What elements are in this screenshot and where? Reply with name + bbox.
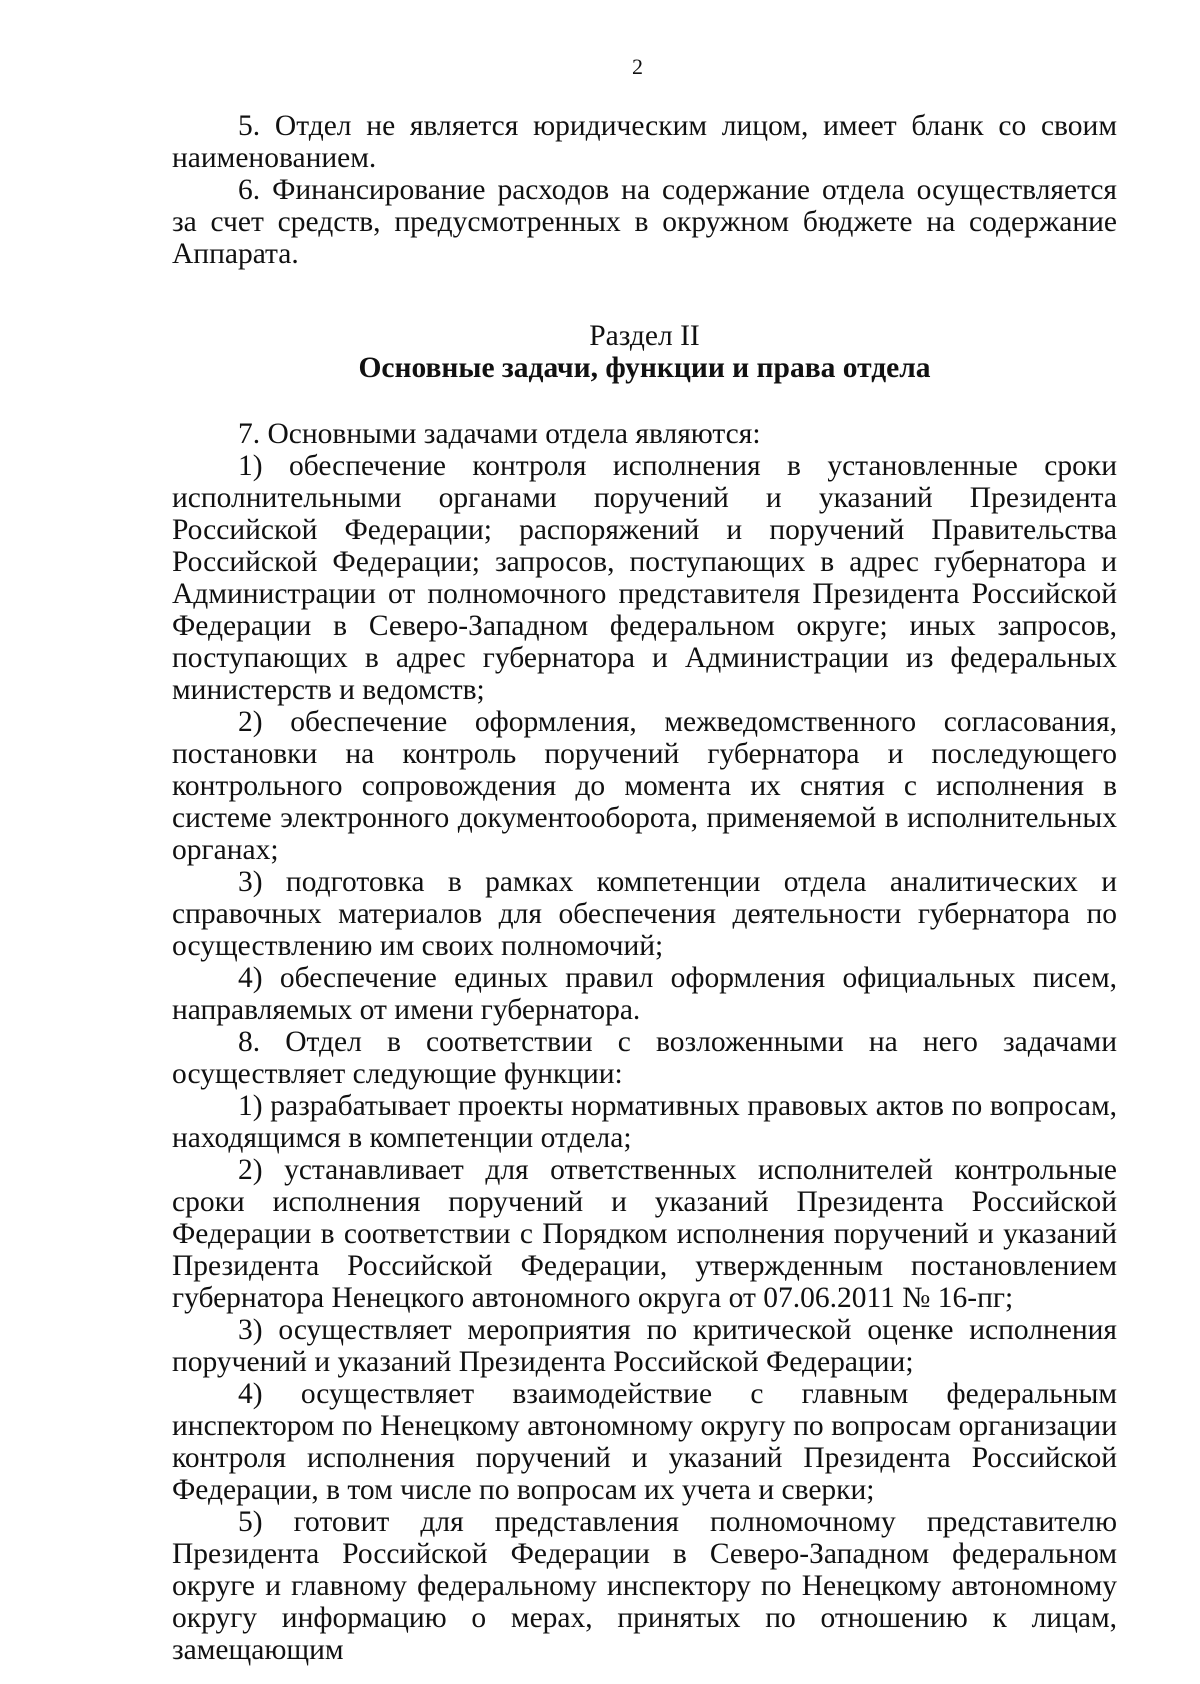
function-item-1: 1) разрабатывает проекты нормативных правовых актов по вопросам, находящимся в компетенции отдела; bbox=[172, 1090, 1117, 1154]
paragraph-6: 6. Финансирование расходов на содержание отдела осуществляется за счет средств, предусмотренных в окружном бюджете на содержание Аппарата. bbox=[172, 174, 1117, 270]
document-body bbox=[172, 110, 1117, 1666]
task-item-3: 3) подготовка в рамках компетенции отдела аналитических и справочных материалов для обеспечения деятельности губернатора по осуществлению им своих полномочий; bbox=[172, 866, 1117, 962]
task-item-4: 4) обеспечение единых правил оформления официальных писем, направляемых от имени губернатора. bbox=[172, 962, 1117, 1026]
page-number: 2 bbox=[632, 54, 643, 79]
paragraph-8: 8. Отдел в соответствии с возложенными на него задачами осуществляет следующие функции: bbox=[172, 1026, 1117, 1090]
paragraph-7: 7. Основными задачами отдела являются: bbox=[238, 418, 761, 450]
task-item-2: 2) обеспечение оформления, межведомственного согласования, постановки на контроль поручений губернатора и последующего контрольного сопровождения до момента их снятия с исполнения в системе электронного документооборота, применяемой в исполнительных органах; bbox=[172, 706, 1117, 866]
section-number: Раздел II bbox=[589, 320, 700, 352]
paragraph-5: 5. Отдел не является юридическим лицом, имеет бланк со своим наименованием. bbox=[172, 110, 1117, 174]
function-item-4: 4) осуществляет взаимодействие с главным федеральным инспектором по Ненецкому автономному округу по вопросам организации контроля исполнения поручений и указаний Президента Российской Федерации, в том числе по вопросам их учета и сверки; bbox=[172, 1378, 1117, 1506]
function-item-2: 2) устанавливает для ответственных исполнителей контрольные сроки исполнения поручений и указаний Президента Российской Федерации в соответствии с Порядком исполнения поручений и указаний Президента Российской Федерации, утвержденным постановлением губернатора Ненецкого автономного округа от 07.06.2011 № 16-пг; bbox=[172, 1154, 1117, 1314]
section-title: Основные задачи, функции и права отдела bbox=[358, 352, 931, 384]
function-item-3: 3) осуществляет мероприятия по критической оценке исполнения поручений и указаний Президента Российской Федерации; bbox=[172, 1314, 1117, 1378]
task-item-1: 1) обеспечение контроля исполнения в установленные сроки исполнительными органами поручений и указаний Президента Российской Федерации; распоряжений и поручений Правительства Российской Федерации; запросов, поступающих в адрес губернатора и Администрации от полномочного представителя Президента Российской Федерации в Северо-Западном федеральном округе; иных запросов, поступающих в адрес губернатора и Администрации из федеральных министерств и ведомств; bbox=[172, 450, 1117, 706]
function-item-5: 5) готовит для представления полномочному представителю Президента Российской Федерации в Северо-Западном федеральном округе и главному федеральному инспектору по Ненецкому автономному округу информацию о мерах, принятых по отношению к лицам, замещающим bbox=[172, 1506, 1117, 1666]
